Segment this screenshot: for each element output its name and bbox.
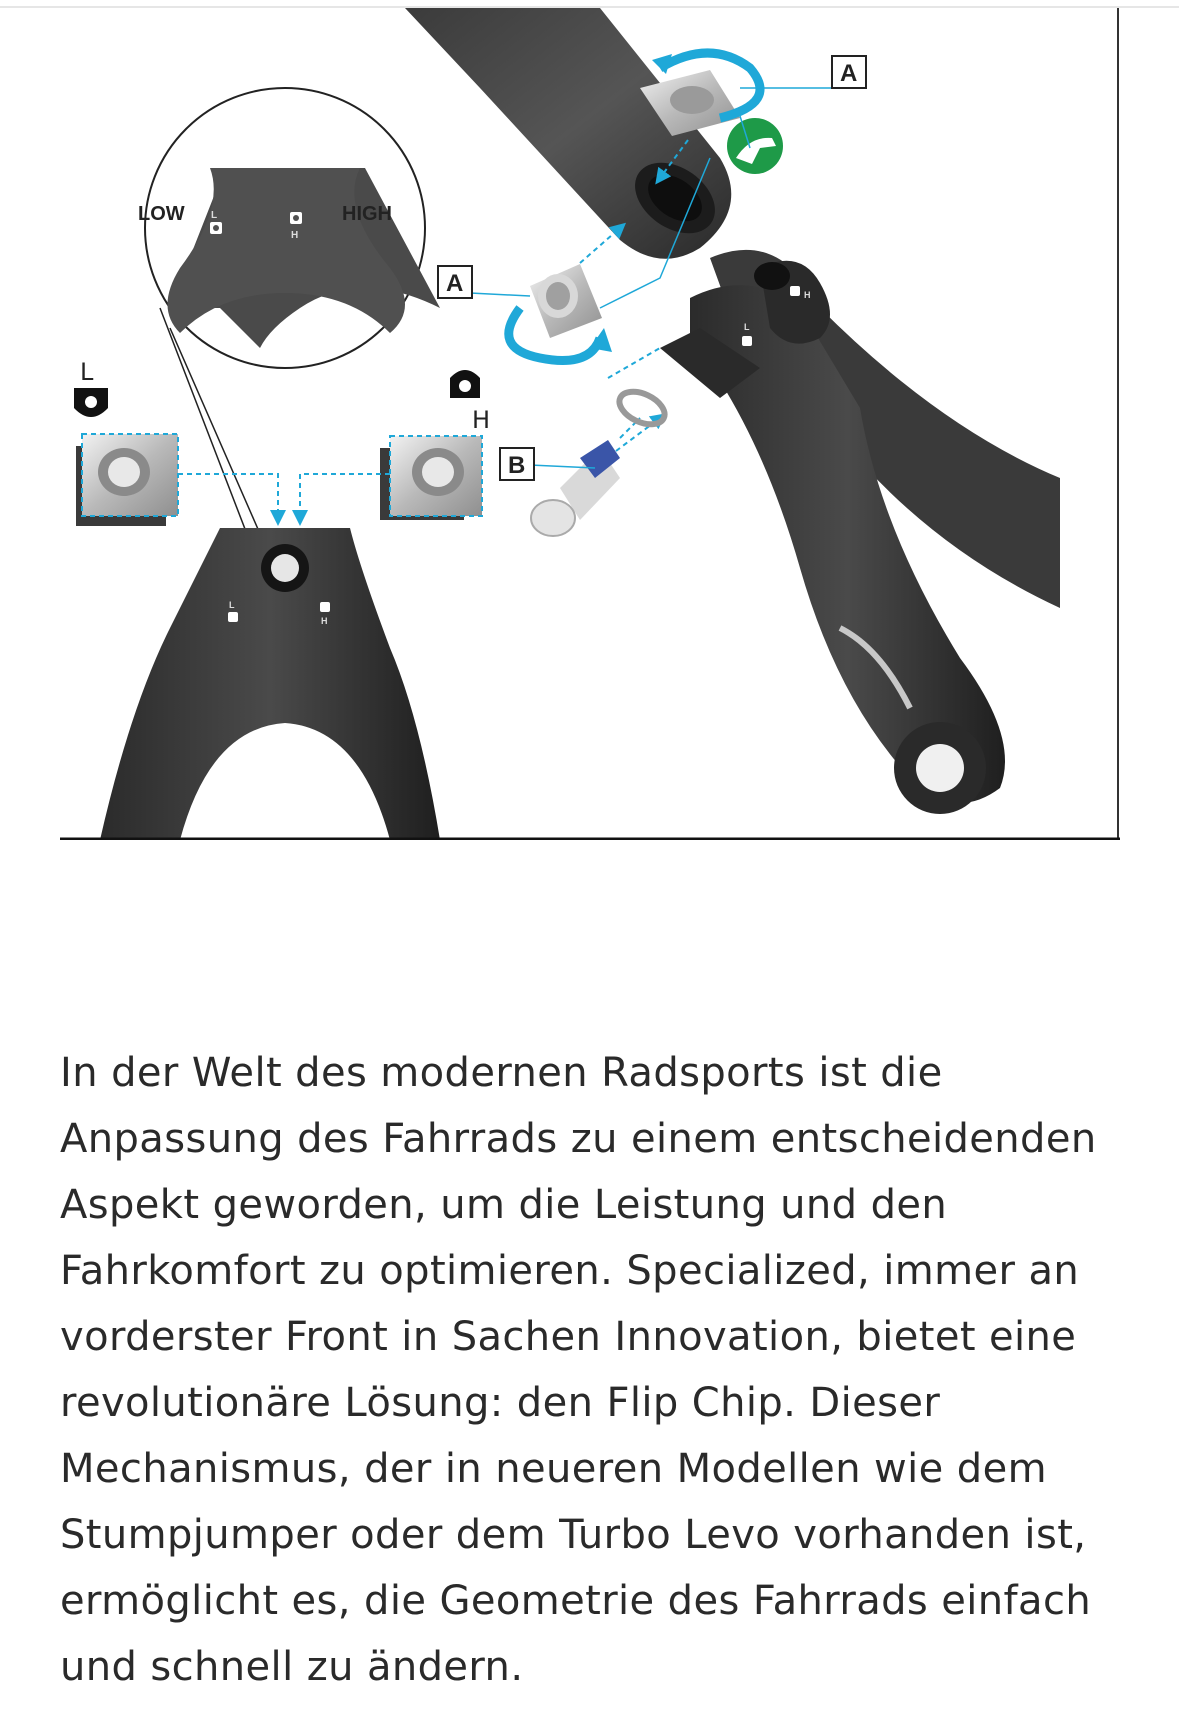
svg-text:A: A xyxy=(446,270,464,297)
flip-chip-low xyxy=(74,358,178,526)
inset-low-label: LOW xyxy=(138,203,185,225)
frame-yoke-side xyxy=(660,250,1060,814)
inset-high-label: HIGH xyxy=(342,203,392,225)
pivot-bolt xyxy=(531,440,620,536)
svg-text:H: H xyxy=(804,290,811,300)
flip-chip-high xyxy=(380,370,490,520)
chip-right-letter: H xyxy=(472,406,491,434)
high-position-icon xyxy=(450,370,480,398)
flip-chip-diagram xyxy=(60,8,1120,840)
shock-absorber xyxy=(405,8,731,259)
callout-a-mid xyxy=(438,266,472,298)
low-position-icon xyxy=(74,388,108,417)
washer xyxy=(614,385,669,431)
svg-text:L: L xyxy=(211,210,218,221)
article-paragraph: In der Welt des modernen Radsports ist die Anpassung des Fahrrads zu einem entscheidenden Aspekt geworden, um die Leistung und den Fahrkomfort zu optimieren. Specialized, immer an vorderster Front in Sachen Innovation, bietet eine revolutionäre Lösung: den Flip Chip. Dieser Mechanismus, der in neueren Modellen wie dem Stumpjumper oder dem Turbo Levo vorhanden ist, ermöglicht es, die Geometrie des Fahrrads einfach und schnell zu ändern. xyxy=(60,1050,1097,1690)
svg-text:H: H xyxy=(291,230,299,241)
svg-text:L: L xyxy=(744,322,750,332)
chip-insertion-guides xyxy=(178,474,390,518)
shock-chip-lower xyxy=(509,264,612,361)
svg-text:A: A xyxy=(840,60,858,87)
svg-text:B: B xyxy=(508,452,526,479)
frame-yoke-front xyxy=(100,528,440,840)
grease-icon xyxy=(727,118,783,174)
callout-b xyxy=(500,448,534,480)
svg-text:L: L xyxy=(229,600,235,610)
callout-a-top xyxy=(832,56,866,88)
svg-text:H: H xyxy=(321,616,328,626)
chip-left-letter: L xyxy=(80,358,94,386)
